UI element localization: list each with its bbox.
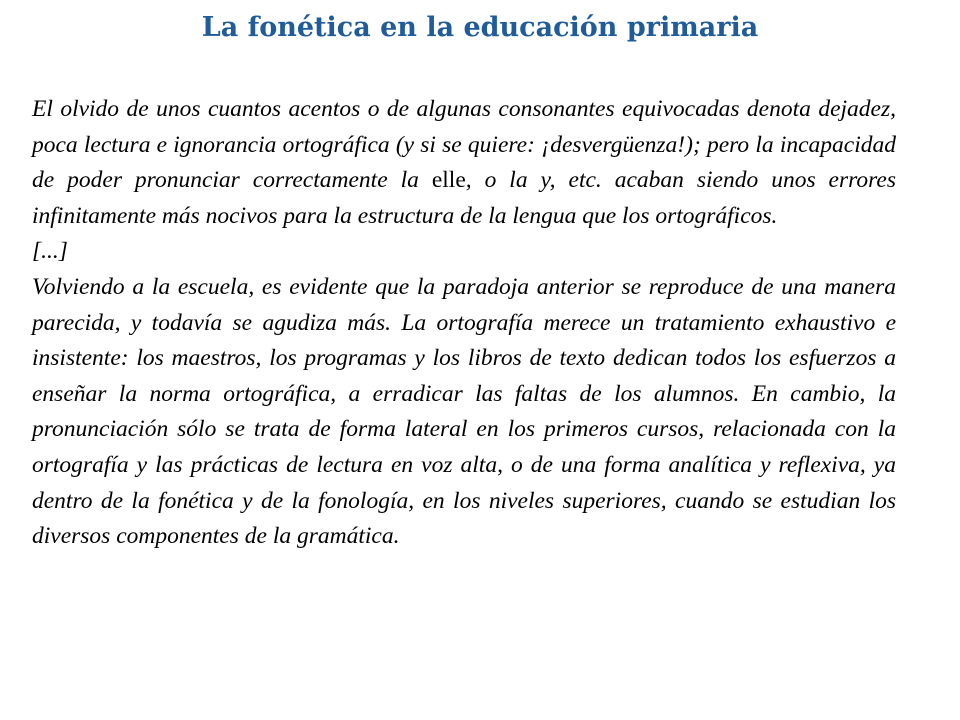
paragraph-1-part-1: El olvido de unos cuantos acentos o de algunas consonantes equivocadas denota dejadez, poca lectura e ignorancia ortográfica (y si se quiere: ¡desvergüenza!); pero la incapacidad de poder pronunciar correctamente la (32, 96, 896, 194)
paragraph-1-part-2: , o la y, etc. acaban siendo unos errores infinitamente más nocivos para la estructura de la lengua que los ortográficos. (32, 167, 896, 229)
quote-body (32, 92, 896, 555)
paragraph-1-elle: elle (431, 167, 466, 194)
ellipsis-marker: [...] (32, 238, 68, 265)
paragraph-1 (32, 92, 896, 234)
paragraph-2: Volviendo a la escuela, es evidente que la paradoja anterior se reproduce de una manera parecida, y todavía se agudiza más. La ortografía merece un tratamiento exhaustivo e insistente: los maestros, los programas y los libros de texto dedican todos los esfuerzos a enseñar la norma ortográfica, a erradicar las faltas de los alumnos. En cambio, la pronunciación sólo se trata de forma lateral en los primeros cursos, relacionada con la ortografía y las prácticas de lectura en voz alta, o de una forma analítica y reflexiva, ya dentro de la fonética y de la fonología, en los niveles superiores, cuando se estudian los diversos componentes de la gramática. (32, 273, 896, 550)
slide-title: La fonética en la educación primaria (201, 12, 759, 43)
